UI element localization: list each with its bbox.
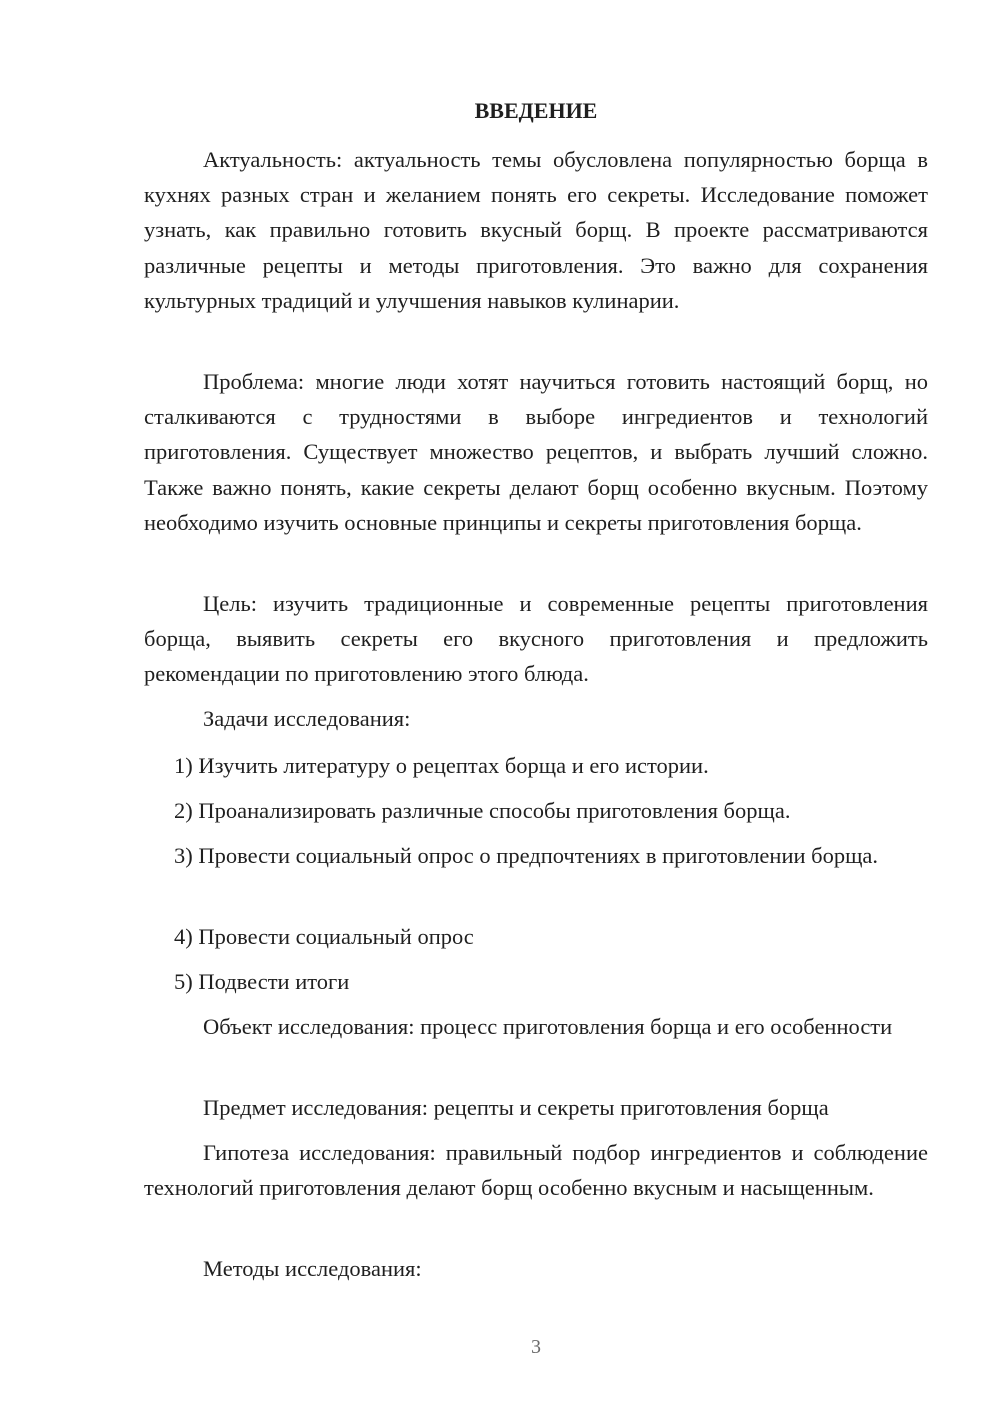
section-title: ВВЕДЕНИЕ (474, 98, 598, 123)
object-paragraph: Объект исследования: процесс приготовления борща и его особенности (203, 1014, 893, 1039)
task-item: 1) Изучить литературу о рецептах борща и его истории. (174, 753, 709, 778)
methods-heading: Методы исследования: (203, 1256, 422, 1281)
task-item: 2) Проанализировать различные способы приготовления борща. (174, 798, 791, 823)
relevance-paragraph: Актуальность: актуальность темы обусловлена популярностью борща в кухнях разных стран и желанием понять его секреты. Исследование поможет узнать, как правильно готовить вкусный борщ. В проекте рассматриваются различные рецепты и методы приготовления. Это важно для сохранения культурных традиций и улучшения навыков кулинарии. (144, 147, 928, 313)
task-item: 4) Провести социальный опрос (174, 924, 474, 949)
hypothesis-paragraph: Гипотеза исследования: правильный подбор ингредиентов и соблюдение технологий приготовления делают борщ особенно вкусным и насыщенным. (144, 1140, 928, 1201)
tasks-heading: Задачи исследования: (203, 706, 411, 731)
problem-paragraph: Проблема: многие люди хотят научиться готовить настоящий борщ, но сталкиваются с трудностями в выборе ингредиентов и технологий приготовления. Существует множество рецептов, и выбрать лучший сложно. Также важно понять, какие секреты делают борщ особенно вкусным. Поэтому необходимо изучить основные принципы и секреты приготовления борща. (144, 369, 928, 535)
page-number: 3 (531, 1336, 541, 1358)
subject-paragraph: Предмет исследования: рецепты и секреты приготовления борща (203, 1095, 829, 1120)
task-item: 3) Провести социальный опрос о предпочтениях в приготовлении борща. (174, 843, 879, 868)
task-item: 5) Подвести итоги (174, 969, 350, 994)
goal-paragraph: Цель: изучить традиционные и современные рецепты приготовления борща, выявить секреты его вкусного приготовления и предложить рекомендации по приготовлению этого блюда. (144, 591, 928, 687)
